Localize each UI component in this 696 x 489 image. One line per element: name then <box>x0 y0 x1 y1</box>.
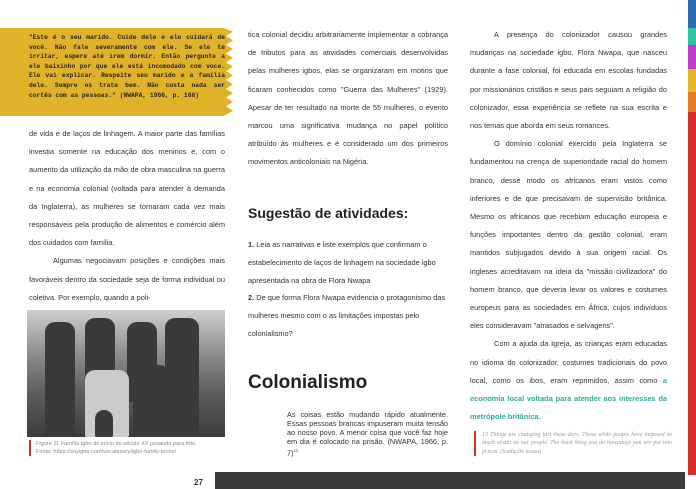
footer-bar <box>215 472 685 489</box>
igbo-family-photo <box>27 310 225 437</box>
footnote-ref[interactable]: 13 <box>293 447 298 453</box>
caption-title: Figure 11 Família Igbo do início do século XX posando para foto. <box>36 441 197 447</box>
column-left <box>29 125 225 307</box>
colonialism-epigraph: As coisas estão mudando rápido atualmente. Essas pessoas brancas impuseram muita tensão ao nosso povo. A menor coisa que você faz hoje em dia é colocado na prisão. (NWAPA, 1966, p. 7)$^{13}$ <box>287 410 448 458</box>
color-tab-orange <box>688 92 696 112</box>
column-middle <box>248 26 448 172</box>
color-tab-blue <box>688 0 696 28</box>
activity-item: 1. Leia as narrativas e liste exemplos que confirmam o estabelecimento de laços de linhagem na sociedade igbo apresentada na obra de Flora Nwapa <box>248 240 436 285</box>
color-tab-yellow <box>688 69 696 92</box>
body-paragraph: de vida e de laços de linhagem. A maior parte das famílias investia somente na educação dos meninos e, com o aumento da utilização da mão de obra masculina na guerra e na economia colonial (voltada para atender à demanda da Inglaterra), as mulheres se tornaram cada vez mais responsáveis pela produção de alimentos e comércio além dos cuidados com família. <box>29 129 225 248</box>
body-paragraph: tica colonial decidiu arbitrariamente implementar a cobrança de tributos para as atividades comerciais desenvolvidas pelas mulheres igbos, elas se organizaram em motins que ficaram conhecidos como "Guerra das Mulheres" (1929). Apesar de ter resultado na morte de 55 mulheres, o evento marcou uma significativa mudança no papel político atribuído às mulheres e é considerado um dos primeiros movimentos anticoloniais na Nigéria. <box>248 30 448 167</box>
caption-source: Fonte: https://soyigbo.com/vocabulary/igbo-family-terms/ <box>36 449 177 455</box>
body-paragraph: O domínio colonial exercido pela Inglaterra se fundamentou na crença de superioridade racial do homem branco, desse modo os africanos eram vistos como inferiores e de que precisavam de supervisão britânica. Mesmo os africanos que recebiam educação europeia e funções importantes dentro da gestão colonial, eram mantidos subjugados devido à sua origem racial. Os ingleses acreditavam na ideia da "missão civilizadora" do homem branco, que deveria levar os valores e costumes europeus para as sociedades em África, cujos indivíduos eles consideravam "atrasados e selvagens". <box>470 139 667 331</box>
color-tab-teal <box>688 28 696 45</box>
activities-heading: Sugestão de atividades: <box>248 205 409 221</box>
epigraph-quote-text: "Este é o seu marido. Cuide dele e ele cuidará de você. Não fale severamente com ele. Se ele te irritar, espere até irem dormir. Então pergunte a ele baixinho por que ele está incomodado com voce. Ele vai explicar. Respeite seu marido e a família dele. Sempre os trate bem. Não custa nada ser cortês com as pessoas." (NWAPA, 1966, p. 168) <box>29 34 225 99</box>
body-paragraph: Algumas negociavam posições e condições mais favoráveis dentro da sociedade seja de forma individual ou coletiva. Por exemplo, quando a poli- <box>29 256 225 302</box>
color-tab-red <box>688 112 696 475</box>
activity-item: 2. De que forma Flora Nwapa evidencia o protagonismo das mulheres mesmo com o as limitações impostas pelo colonialismo? <box>248 293 446 338</box>
section-heading-colonialismo: Colonialismo <box>248 372 368 393</box>
footnote-13: 13 Things are changing fast these days. These white people have imposed so much strain on our people. The least thing you do nowadays you are put into prison. (tradução nossa) <box>474 431 672 456</box>
highlighted-text: a economia local voltada para atender aos interesses da metrópole britânica. <box>470 375 667 422</box>
color-tab-purple <box>688 45 696 69</box>
body-paragraph: Com a ajuda da Igreja, as crianças eram educadas no idioma do colonizador, costumes tradicionais do povo local, como os ibos, eram reprimidos, assim como a economia local voltada para atender aos interesses da metrópole britânica. <box>470 339 667 422</box>
column-right <box>470 26 667 426</box>
page-number: 27 <box>194 478 203 487</box>
body-paragraph: A presença do colonizador causou grandes mudanças na sociedade igbo. Flora Nwapa, que nasceu durante a fase colonial, foi educada em escolas fundadas por missionários cristãos e seus pais seguiam a religião do colonizador, essa experiência se reflete na sua escrita e nos temas que aborda em seus romances. <box>470 30 667 131</box>
chapter-color-strip <box>688 0 696 475</box>
activities-list <box>248 236 448 343</box>
figure-caption <box>29 440 236 456</box>
